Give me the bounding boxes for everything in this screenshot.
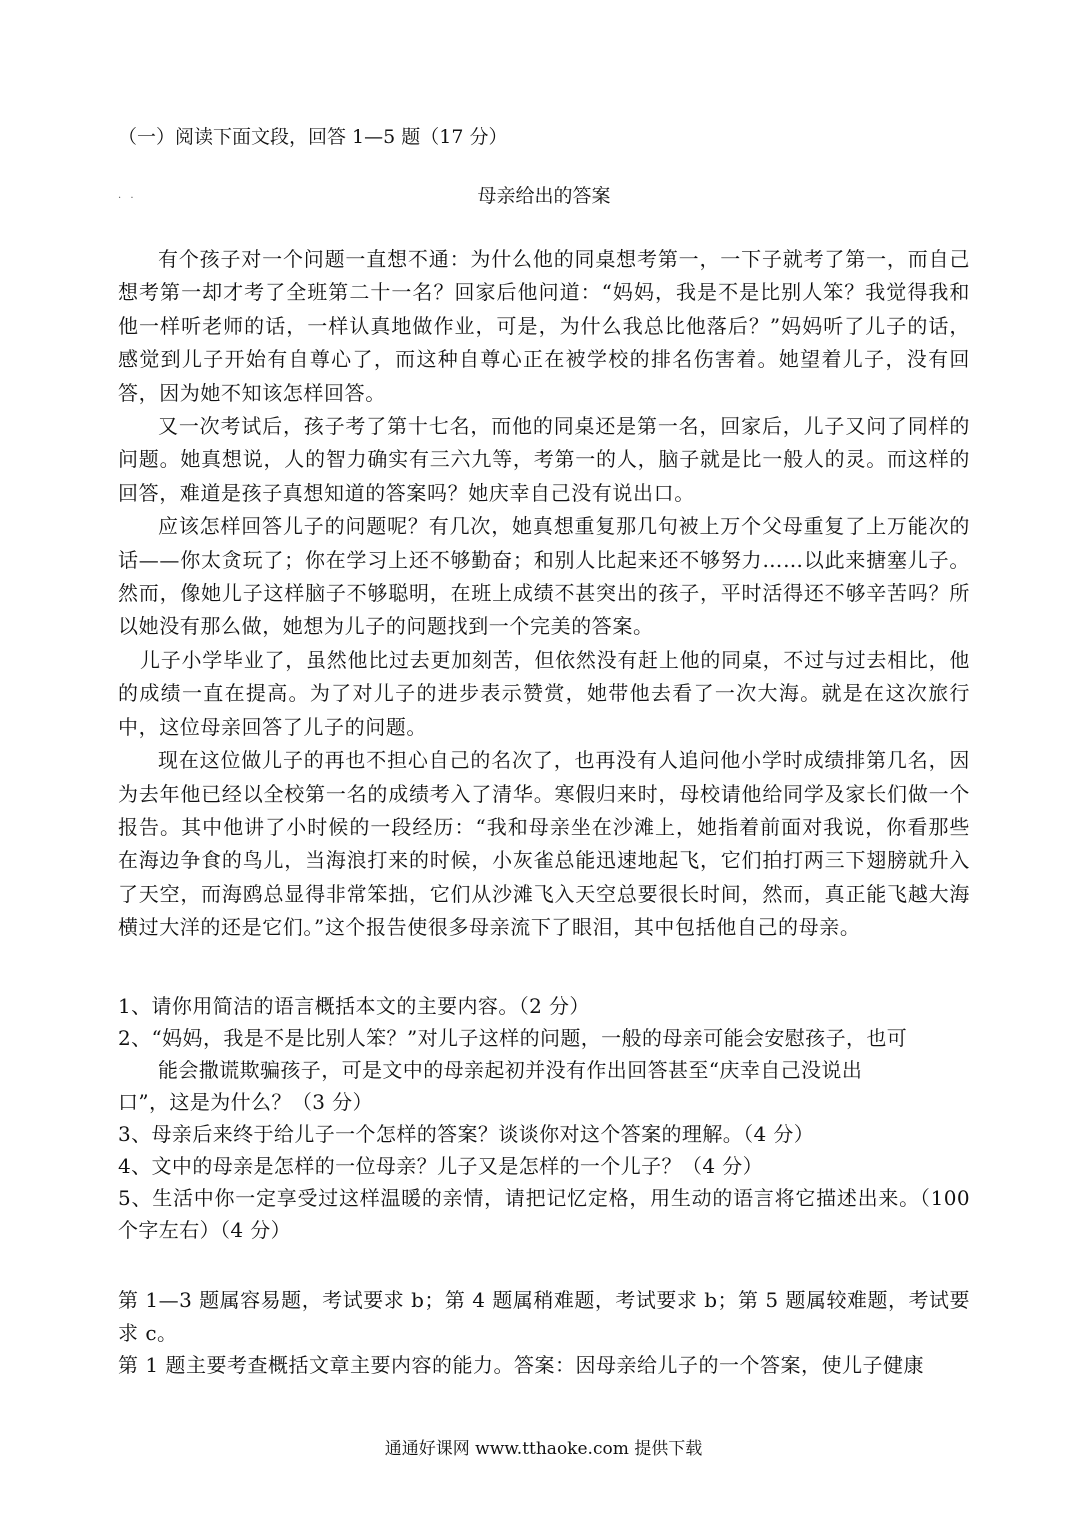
question-2-line-2: 能会撒谎欺骗孩子，可是文中的母亲起初并没有作出回答甚至“庆幸自己没说出 bbox=[158, 1058, 863, 1082]
scan-dots: . . bbox=[118, 190, 137, 201]
question-2-line-3: 口”，这是为什么？（3 分） bbox=[118, 1090, 373, 1114]
question-1: 1、请你用简洁的语言概括本文的主要内容。（2 分） bbox=[118, 994, 590, 1018]
article-body bbox=[118, 243, 970, 945]
question-2-line-1: 2、“妈妈，我是不是比别人笨？”对儿子这样的问题，一般的母亲可能会安慰孩子，也可 bbox=[118, 1026, 908, 1050]
page-footer: 通通好课网 www.tthaoke.com 提供下载 bbox=[384, 1439, 703, 1459]
question-2 bbox=[118, 1022, 970, 1118]
paragraph-1: 有个孩子对一个问题一直想不通：为什么他的同桌想考第一，一下子就考了第一，而自己想考第一却才考了全班第二十一名？回家后他问道：“妈妈，我是不是比别人笨？我觉得我和他一样听老师的话，一样认真地做作业，可是，为什么我总比他落后？”妈妈听了儿子的话，感觉到儿子开始有自尊心了，而这种自尊心正在被学校的排名伤害着。她望着儿子，没有回答，因为她不知该怎样回答。 bbox=[118, 247, 970, 405]
paragraph-3: 应该怎样回答儿子的问题呢？有几次，她真想重复那几句被上万个父母重复了上万能次的话——你太贪玩了；你在学习上还不够勤奋；和别人比起来还不够努力……以此来搪塞儿子。然而，像她儿子这样脑子不够聪明，在班上成绩不甚突出的孩子，平时活得还不够辛苦吗？所以她没有那么做，她想为儿子的问题找到一个完美的答案。 bbox=[118, 514, 970, 639]
note-answer-1: 第 1 题主要考查概括文章主要内容的能力。答案：因母亲给儿子的一个答案，使儿子健康 bbox=[118, 1353, 924, 1377]
question-5: 5、生活中你一定享受过这样温暖的亲情，请把记忆定格，用生动的语言将它描述出来。（100 个字左右）（4 分） bbox=[118, 1186, 970, 1242]
section-header: （一）阅读下面文段，回答 1—5 题（17 分） bbox=[118, 126, 508, 148]
paragraph-5: 现在这位做儿子的再也不担心自己的名次了，也再没有人追问他小学时成绩排第几名，因为去年他已经以全校第一名的成绩考入了清华。寒假归来时，母校请他给同学及家长们做一个报告。其中他讲了小时候的一段经历：“我和母亲坐在沙滩上，她指着前面对我说，你看那些在海边争食的鸟儿，当海浪打来的时候，小灰雀总能迅速地起飞，它们拍打两三下翅膀就升入了天空，而海鸥总显得非常笨拙，它们从沙滩飞入天空总要很长时间，然而，真正能飞越大海横过大洋的还是它们。”这个报告使很多母亲流下了眼泪，其中包括他自己的母亲。 bbox=[118, 748, 970, 940]
article-title: 母亲给出的答案 bbox=[477, 185, 611, 207]
paragraph-4: 儿子小学毕业了，虽然他比过去更加刻苦，但依然没有赶上他的同桌，不过与过去相比，他的成绩一直在提高。为了对儿子的进步表示赞赏，她带他去看了一次大海。就是在这次旅行中，这位母亲回答了儿子的问题。 bbox=[118, 647, 970, 739]
questions-list bbox=[118, 990, 970, 1246]
note-difficulty: 第 1—3 题属容易题，考试要求 b；第 4 题属稍难题，考试要求 b；第 5 题属较难题，考试要求 c。 bbox=[118, 1288, 970, 1345]
question-4: 4、文中的母亲是怎样的一位母亲？儿子又是怎样的一个儿子？（4 分） bbox=[118, 1154, 764, 1178]
answer-notes bbox=[118, 1284, 970, 1382]
question-3: 3、母亲后来终于给儿子一个怎样的答案？谈谈你对这个答案的理解。（4 分） bbox=[118, 1122, 815, 1146]
paragraph-2: 又一次考试后，孩子考了第十七名，而他的同桌还是第一名，回家后，儿子又问了同样的问题。她真想说，人的智力确实有三六九等，考第一的人，脑子就是比一般人的灵。而这样的回答，难道是孩子真想知道的答案吗？她庆幸自己没有说出口。 bbox=[118, 414, 970, 505]
